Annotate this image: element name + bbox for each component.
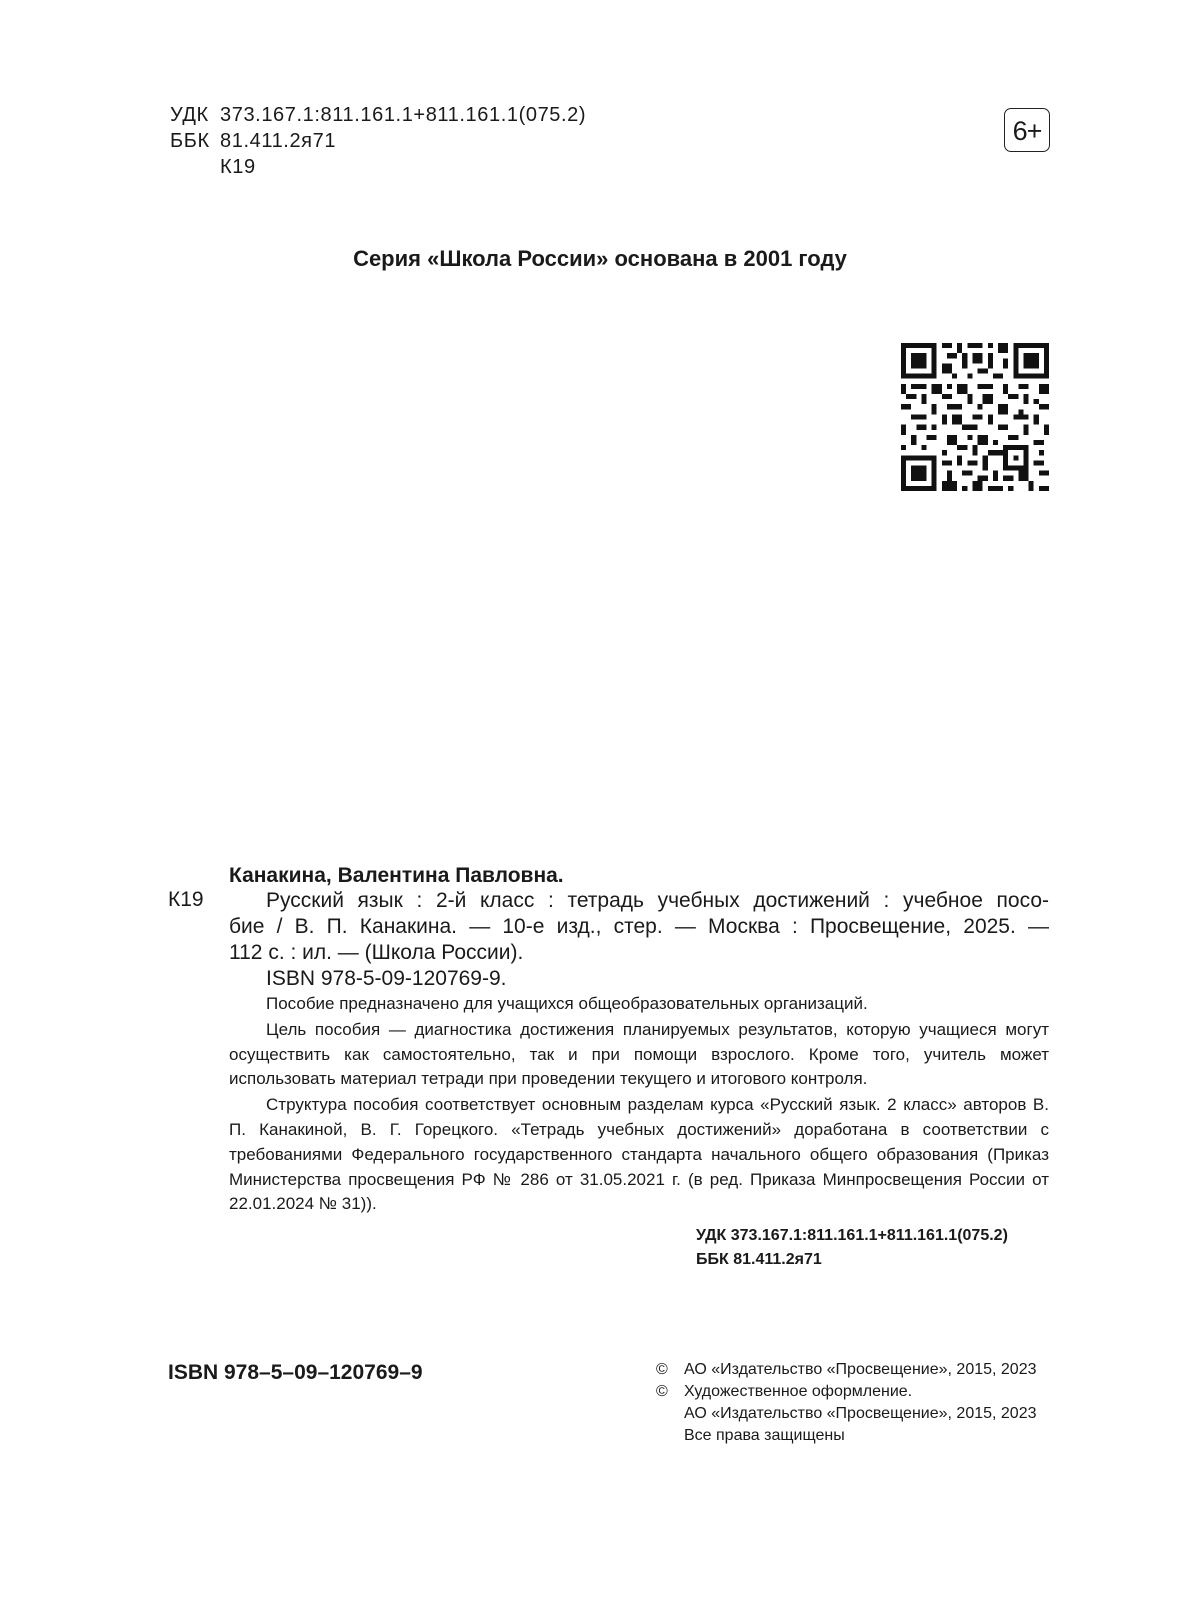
- udk-label: УДК: [170, 104, 209, 126]
- biblio-line: 112 с. : ил. — (Школа России).: [229, 941, 524, 964]
- annotation-paragraph: Цель пособия — диагностика достижения планируемых результатов, которую учащиеся могут осуществить как самостоятельно, так и при помощи взрослого. Кроме того, учитель может использовать материал тетради при проведении текущего и итогового контроля.: [229, 1019, 1049, 1089]
- copyright-line: Художественное оформление.: [684, 1383, 913, 1400]
- annotation: [229, 992, 1049, 1217]
- annotation-paragraph: Структура пособия соответствует основным разделам курса «Русский язык. 2 класс» авторов В. П. Канакиной, В. Г. Горецкого. «Тетрадь учебных достижений» доработана в соответствии с требованиями Федерального государственного стандарта начального общего образования (Приказ Министерства просвещения РФ № 286 от 31.05.2021 г. (в ред. Приказа Минпросвещения России от 22.01.2024 № 31)).: [229, 1095, 1049, 1214]
- copyright-line: АО «Издательство «Просвещение», 2015, 2023: [684, 1361, 1037, 1378]
- age-rating-badge: 6+: [1004, 108, 1050, 152]
- series-note: Серия «Школа России» основана в 2001 году: [353, 246, 847, 271]
- biblio-isbn-line: ISBN 978-5-09-120769-9.: [266, 967, 507, 990]
- copyright-symbol: ©: [656, 1383, 668, 1400]
- copyright-symbol: ©: [656, 1361, 668, 1378]
- header-codes: [170, 102, 586, 180]
- author-mark: К19: [168, 888, 204, 911]
- biblio-line: Русский язык : 2-й класс : тетрадь учебных достижений : учебное посо-: [266, 889, 1049, 912]
- udk-code: УДК 373.167.1:811.161.1+811.161.1(075.2): [696, 1227, 1008, 1244]
- bbk-code: ББК 81.411.2я71: [696, 1251, 822, 1268]
- rights-reserved: Все права защищены: [684, 1427, 845, 1444]
- qr-code-icon: [901, 343, 1049, 491]
- author-mark-top: К19: [220, 156, 256, 178]
- udk-value: 373.167.1:811.161.1+811.161.1(075.2): [220, 104, 587, 126]
- copyright-line: АО «Издательство «Просвещение», 2015, 2023: [684, 1405, 1037, 1422]
- isbn: ISBN 978–5–09–120769–9: [168, 1361, 423, 1384]
- bibliographic-description: [229, 888, 1049, 992]
- biblio-line: бие / В. П. Канакина. — 10-е изд., стер. — Москва : Просвещение, 2025. —: [229, 915, 1049, 938]
- classification-codes: [696, 1224, 1049, 1272]
- copyright-block: [656, 1359, 1049, 1447]
- bbk-value: 81.411.2я71: [220, 130, 337, 152]
- bbk-label: ББК: [170, 130, 210, 152]
- author-name: Канакина, Валентина Павловна.: [229, 864, 564, 887]
- annotation-paragraph: Пособие предназначено для учащихся общеобразовательных организаций.: [266, 994, 868, 1013]
